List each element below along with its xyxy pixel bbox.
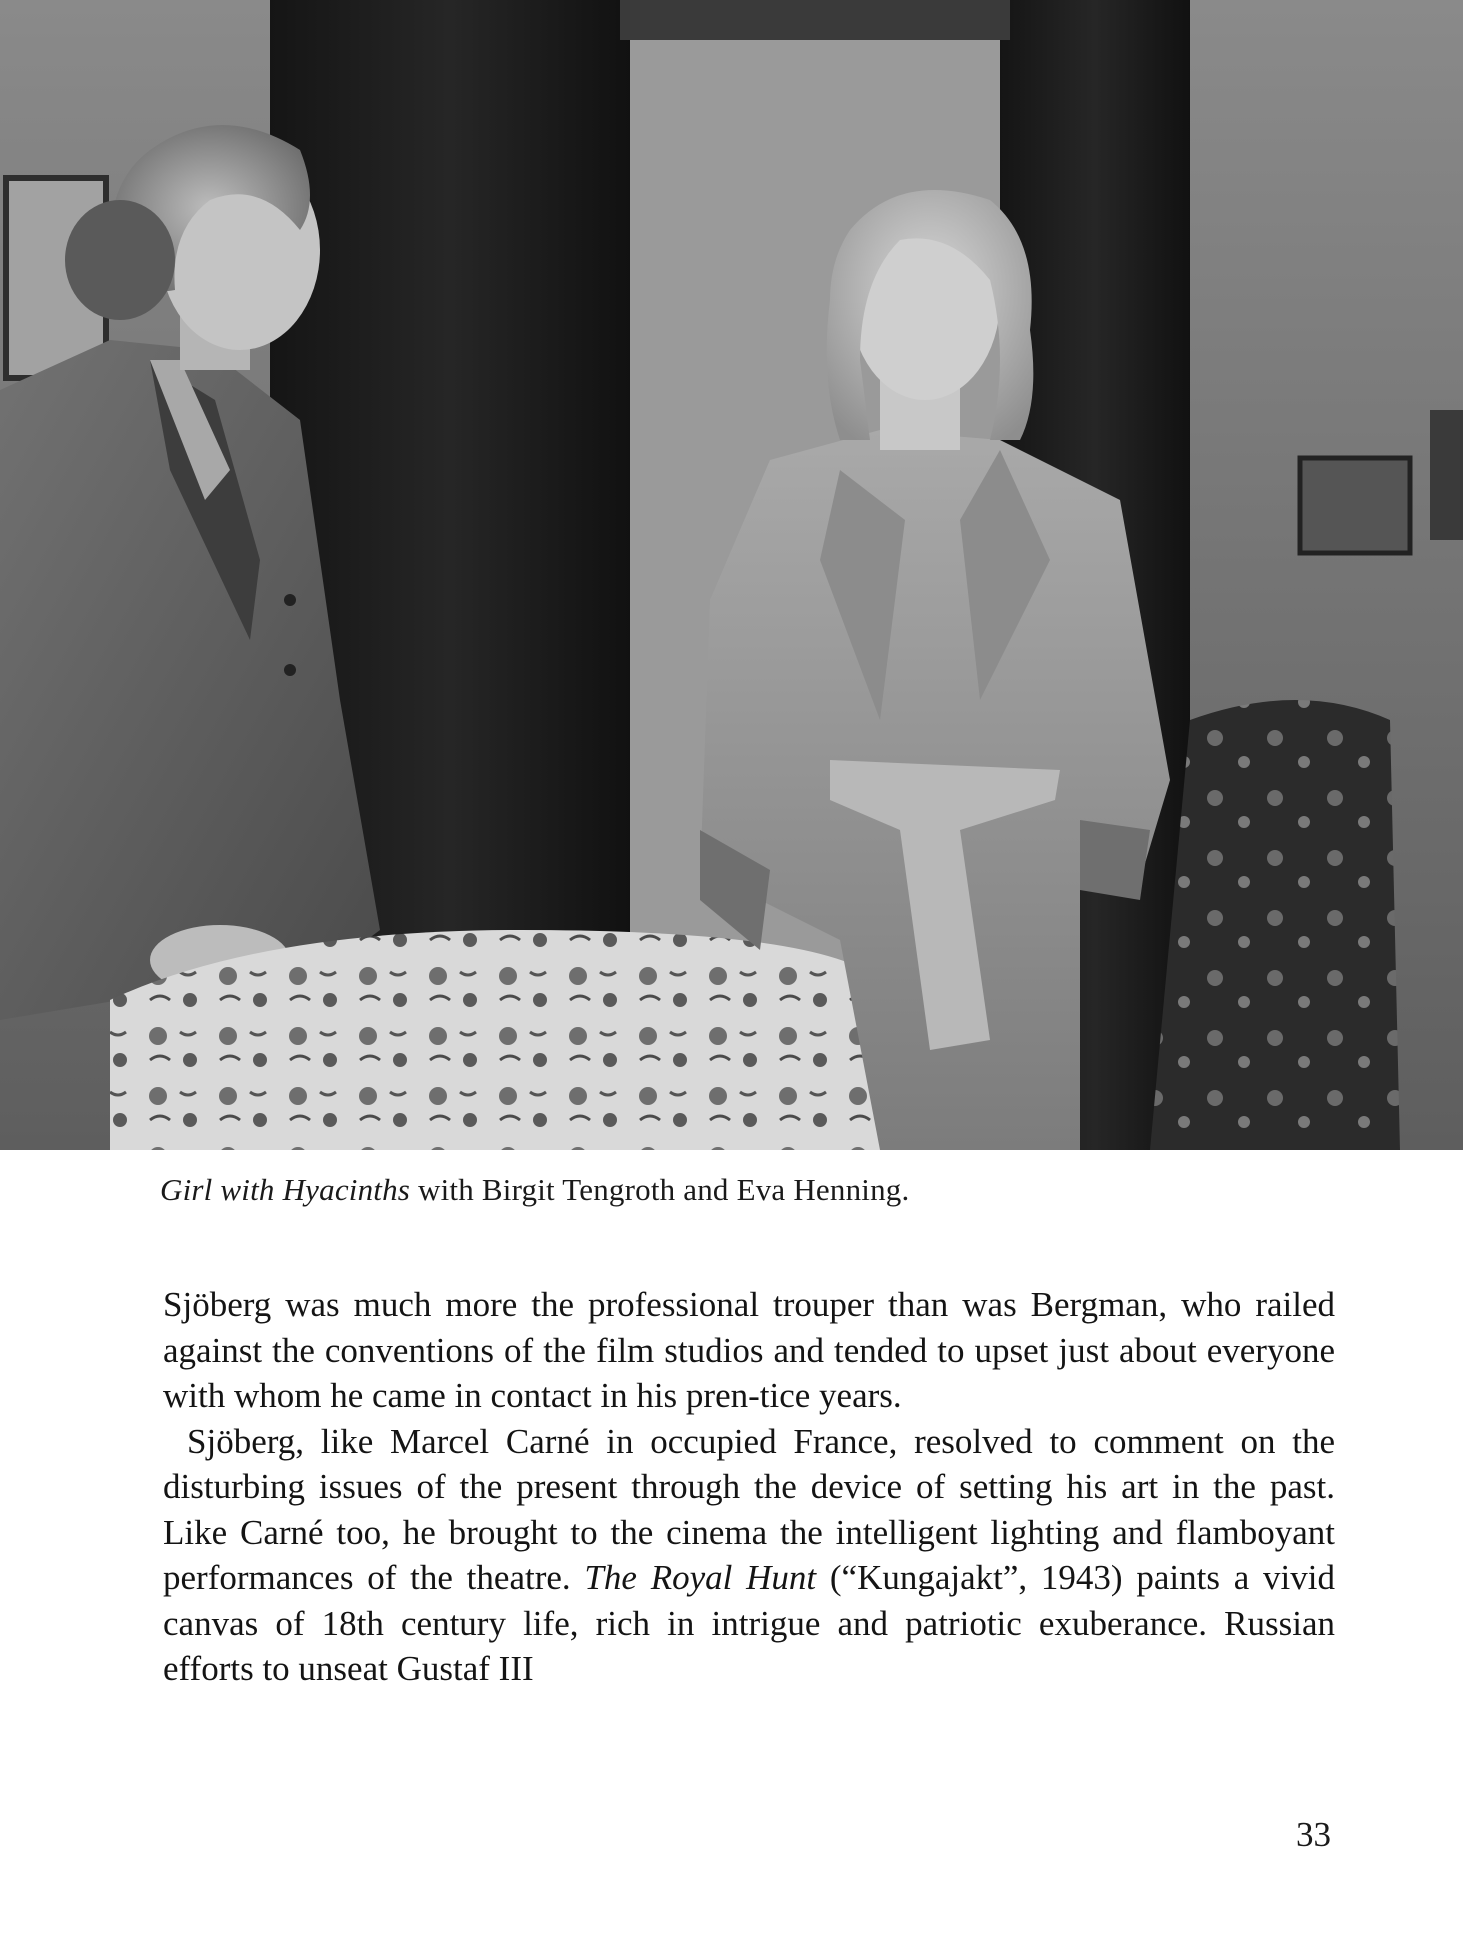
paragraph-1: Sjöberg was much more the professional trouper than was Bergman, who railed against the conventions of the film studios and tended to upset just about everyone with whom he came in contact in his pren-tice years.: [163, 1285, 1335, 1415]
caption-credits: with Birgit Tengroth and Eva Henning.: [410, 1172, 910, 1207]
paragraph-2-end: (“Kungajakt”, 1943) paints a vivid canvas of 18th century life, rich in intrigue and patriotic exuberance. Russian efforts to unseat Gustaf III: [163, 1558, 1335, 1688]
paragraph-2-start: Sjöberg, like Marcel Carné in occupied France, resolved to comment on the disturbing issues of the present through the device of setting his art in the past. Like Carné too, he brought to the cinema the intelligent lighting and flamboyant performances of the theatre.: [163, 1421, 1335, 1597]
body-text: [163, 1282, 1335, 1692]
page-number: 33: [1296, 1815, 1331, 1854]
film-title-royal-hunt: The Royal Hunt: [584, 1558, 817, 1597]
caption-film-title: Girl with Hyacinths: [160, 1172, 411, 1207]
photo-caption: [160, 1170, 909, 1210]
paragraph-2: [163, 1419, 1335, 1692]
